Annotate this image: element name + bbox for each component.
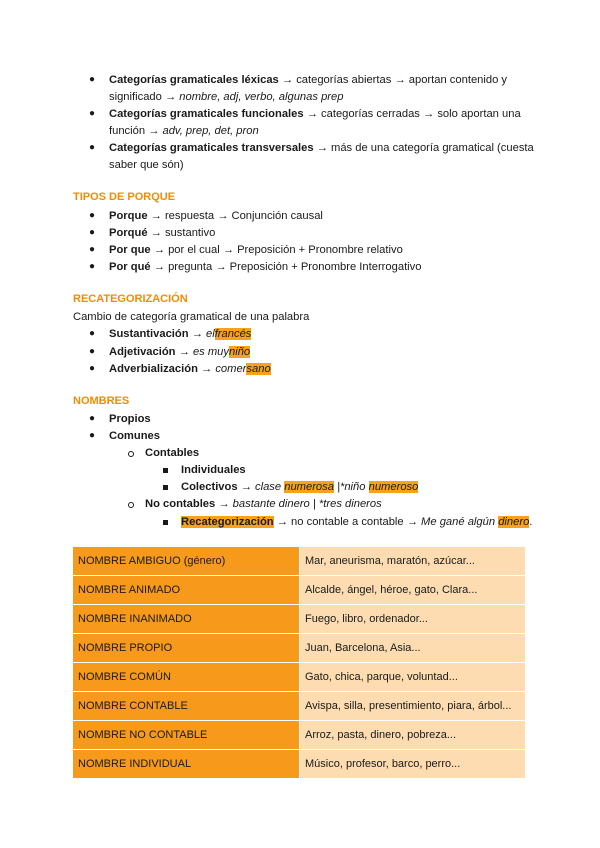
recat-item bbox=[109, 326, 251, 342]
nombres-recategorizacion bbox=[181, 514, 532, 530]
hollow-bullet-icon bbox=[128, 502, 134, 508]
porque-term: Por qué bbox=[109, 261, 151, 273]
table-key-cell: NOMBRE COMÚN bbox=[73, 663, 300, 692]
section-heading-tipos: TIPOS DE PORQUE bbox=[73, 191, 176, 203]
arrow-icon: → bbox=[148, 125, 160, 137]
cat-transversales-line1 bbox=[109, 140, 534, 156]
table-row bbox=[73, 547, 526, 576]
recategorizacion-term: Recategorización bbox=[181, 516, 274, 528]
table-value-cell: Gato, chica, parque, voluntad... bbox=[300, 663, 526, 692]
table-key-cell: NOMBRE INANIMADO bbox=[73, 605, 300, 634]
porque-term: Porqué bbox=[109, 227, 148, 239]
nombres-table bbox=[72, 546, 526, 779]
hollow-bullet-icon bbox=[128, 451, 134, 457]
table-value-cell: Fuego, libro, ordenador... bbox=[300, 605, 526, 634]
arrow-icon: → bbox=[406, 516, 418, 528]
bullet-icon: ● bbox=[89, 74, 96, 85]
table-row bbox=[73, 750, 526, 779]
cat-text: categorías cerradas bbox=[321, 108, 420, 120]
cat-transversales-line2 bbox=[109, 157, 184, 173]
bullet-icon: ● bbox=[89, 363, 96, 374]
cat-text: significado bbox=[109, 91, 162, 103]
porque-item bbox=[109, 225, 215, 241]
porque-term: Por que bbox=[109, 244, 151, 256]
bullet-icon: ● bbox=[89, 430, 96, 441]
table-value-cell: Juan, Barcelona, Asia... bbox=[300, 634, 526, 663]
arrow-icon: → bbox=[281, 74, 294, 86]
cat-term: Categorías gramaticales léxicas bbox=[109, 74, 279, 86]
arrow-icon: → bbox=[178, 346, 190, 358]
cat-text: solo aportan una bbox=[437, 108, 521, 120]
highlighted-word: numerosa bbox=[284, 481, 334, 493]
arrow-icon: → bbox=[394, 74, 406, 86]
cat-funcionales-line2 bbox=[109, 123, 259, 139]
porque-desc: por el cual → Preposición + Pronombre relativo bbox=[168, 244, 403, 256]
table-row bbox=[73, 692, 526, 721]
table-key-cell: NOMBRE AMBIGUO (género) bbox=[73, 547, 300, 576]
colectivos-example: clase bbox=[254, 481, 282, 493]
highlighted-word: niño bbox=[229, 346, 251, 358]
table-key-cell: NOMBRE ANIMADO bbox=[73, 576, 300, 605]
nombres-propios: Propios bbox=[109, 413, 151, 425]
table-key-cell: NOMBRE INDIVIDUAL bbox=[73, 750, 300, 779]
recat-example: comer bbox=[215, 363, 247, 375]
cat-examples: adv, prep, det, pron bbox=[162, 125, 259, 137]
bullet-icon: ● bbox=[89, 142, 96, 153]
table-key-cell: NOMBRE CONTABLE bbox=[73, 692, 300, 721]
recat-item bbox=[109, 361, 271, 377]
table-key-cell: NOMBRE PROPIO bbox=[73, 634, 300, 663]
square-bullet-icon bbox=[163, 485, 168, 490]
recat-term: Sustantivación bbox=[109, 328, 189, 340]
arrow-icon: → bbox=[306, 108, 318, 120]
cat-text: categorías abiertas bbox=[296, 74, 392, 86]
arrow-icon: → bbox=[191, 328, 203, 340]
nombres-no-contables bbox=[145, 496, 382, 512]
cat-examples: nombre, adj, verbo, algunas prep bbox=[179, 91, 344, 103]
arrow-icon: → bbox=[150, 210, 162, 222]
square-bullet-icon bbox=[163, 468, 168, 473]
square-bullet-icon bbox=[163, 520, 168, 525]
bullet-icon: ● bbox=[89, 227, 96, 238]
arrow-icon: → bbox=[201, 363, 213, 375]
porque-term: Porque bbox=[109, 210, 148, 222]
nombres-contables: Contables bbox=[145, 447, 200, 459]
arrow-icon: → bbox=[150, 227, 162, 239]
bullet-icon: ● bbox=[89, 328, 96, 339]
cat-lexicas-line2 bbox=[109, 89, 343, 105]
arrow-icon: → bbox=[316, 142, 328, 154]
nombres-comunes: Comunes bbox=[109, 430, 160, 442]
table-row bbox=[73, 605, 526, 634]
recat-intro: Cambio de categoría gramatical de una palabra bbox=[73, 311, 310, 323]
recat-example: el bbox=[205, 328, 215, 340]
cat-term: Categorías gramaticales transversales bbox=[109, 142, 314, 154]
nombres-colectivos bbox=[181, 479, 418, 495]
period: . bbox=[529, 516, 533, 528]
table-row bbox=[73, 634, 526, 663]
highlighted-word: francés bbox=[214, 328, 252, 340]
nombres-individuales: Individuales bbox=[181, 464, 246, 476]
recat-item bbox=[109, 344, 250, 360]
table-value-cell: Músico, profesor, barco, perro... bbox=[300, 750, 526, 779]
table-value-cell: Alcalde, ángel, héroe, gato, Clara... bbox=[300, 576, 526, 605]
recat-term: Adjetivación bbox=[109, 346, 176, 358]
bullet-icon: ● bbox=[89, 210, 96, 221]
bullet-icon: ● bbox=[89, 346, 96, 357]
no-contables-example: bastante dinero | *tres dineros bbox=[232, 498, 382, 510]
arrow-icon: → bbox=[218, 498, 230, 510]
highlighted-word: dinero bbox=[498, 516, 530, 528]
section-heading-nombres: NOMBRES bbox=[73, 395, 130, 407]
porque-item bbox=[109, 259, 421, 275]
arrow-icon: → bbox=[240, 481, 252, 493]
recat-example: es muy bbox=[192, 346, 229, 358]
table-value-cell: Arroz, pasta, dinero, pobreza... bbox=[300, 721, 526, 750]
bullet-icon: ● bbox=[89, 244, 96, 255]
no-contables-term: No contables bbox=[145, 498, 216, 510]
porque-item bbox=[109, 242, 403, 258]
porque-desc: pregunta → Preposición + Pronombre Interrogativo bbox=[168, 261, 422, 273]
arrow-icon: → bbox=[153, 261, 165, 273]
section-heading-recat: RECATEGORIZACIÓN bbox=[73, 293, 188, 305]
recategorizacion-desc: no contable a contable bbox=[291, 516, 404, 528]
cat-text: saber que són) bbox=[109, 159, 184, 171]
porque-desc: sustantivo bbox=[164, 227, 216, 239]
bullet-icon: ● bbox=[89, 108, 96, 119]
recat-term: Adverbialización bbox=[109, 363, 198, 375]
highlighted-word: numeroso bbox=[368, 481, 419, 493]
table-key-cell: NOMBRE NO CONTABLE bbox=[73, 721, 300, 750]
arrow-icon: → bbox=[164, 91, 177, 103]
table-row bbox=[73, 721, 526, 750]
table-value-cell: Mar, aneurisma, maratón, azúcar... bbox=[300, 547, 526, 576]
cat-funcionales-line1 bbox=[109, 106, 521, 122]
table-value-cell: Avispa, silla, presentimiento, piara, árbol... bbox=[300, 692, 526, 721]
colectivos-example: |*niño bbox=[337, 481, 366, 493]
highlighted-word: sano bbox=[246, 363, 271, 375]
bullet-icon: ● bbox=[89, 413, 96, 424]
porque-desc: respuesta → Conjunción causal bbox=[164, 210, 323, 222]
porque-item bbox=[109, 208, 323, 224]
cat-lexicas-line1 bbox=[109, 72, 526, 88]
cat-term: Categorías gramaticales funcionales bbox=[109, 108, 304, 120]
table-row bbox=[73, 663, 526, 692]
cat-text: aportan contenido y bbox=[408, 74, 508, 86]
cat-text: función bbox=[109, 125, 146, 137]
arrow-icon: → bbox=[153, 244, 165, 256]
table-row bbox=[73, 576, 526, 605]
recategorizacion-example: Me gané algún bbox=[421, 516, 496, 528]
cat-text: más de una categoría gramatical (cuesta bbox=[331, 142, 534, 154]
bullet-icon: ● bbox=[89, 261, 96, 272]
arrow-icon: → bbox=[276, 516, 288, 528]
colectivos-term: Colectivos bbox=[181, 481, 238, 493]
arrow-icon: → bbox=[423, 108, 435, 120]
